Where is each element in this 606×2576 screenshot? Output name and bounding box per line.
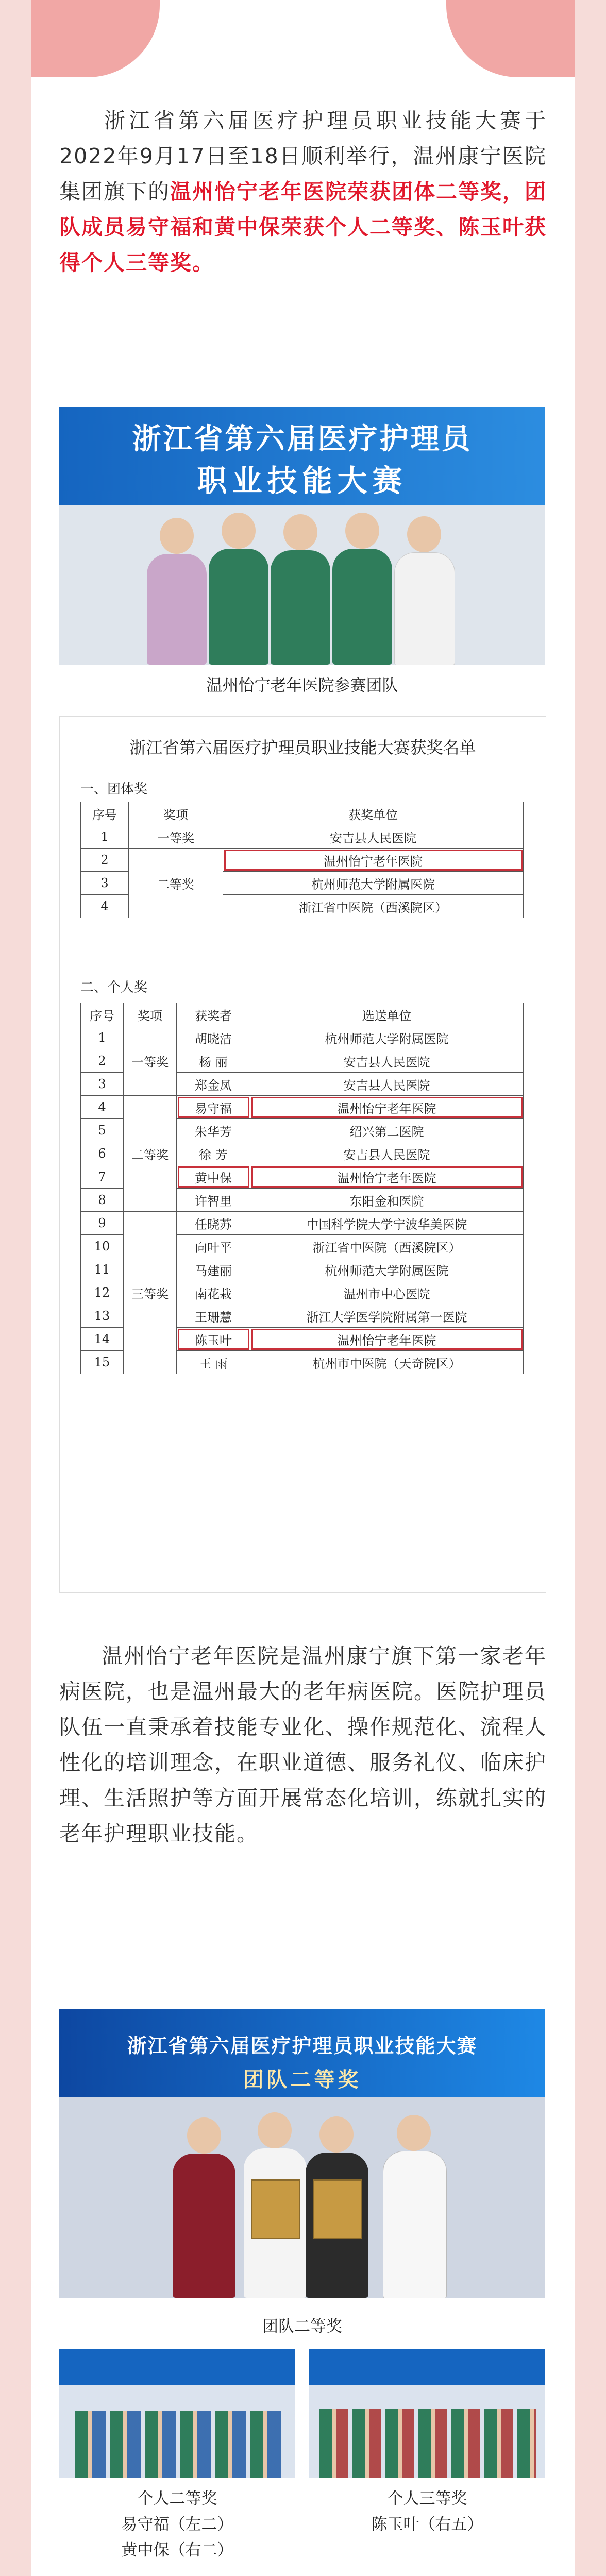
winner-name: 马建丽 xyxy=(177,1258,250,1281)
row-number: 1 xyxy=(81,1026,124,1049)
individual-award-table xyxy=(80,1003,524,1374)
unit-cell: 浙江省中医院（西溪院区） xyxy=(223,895,524,918)
unit-cell: 浙江省中医院（西溪院区） xyxy=(250,1235,524,1258)
row-number: 12 xyxy=(81,1281,124,1304)
row-number: 8 xyxy=(81,1189,124,1212)
winner-name-highlighted: 易守福 xyxy=(177,1096,250,1119)
row-number: 6 xyxy=(81,1142,124,1165)
individual-third-photo xyxy=(309,2349,545,2478)
row-number: 3 xyxy=(81,872,129,895)
award-cell: 三等奖 xyxy=(124,1212,177,1374)
person xyxy=(271,550,330,665)
table-row xyxy=(81,825,524,849)
unit-cell: 中国科学院大学宁波华美医院 xyxy=(250,1212,524,1235)
caption-line: 易守福（左二） xyxy=(121,2515,233,2534)
person-head xyxy=(222,513,256,549)
award-cell: 二等奖 xyxy=(129,849,223,918)
ceremony-banner-subtitle: 团队二等奖 xyxy=(243,2068,362,2092)
unit-cell: 安吉县人民医院 xyxy=(250,1142,524,1165)
column-header: 获奖单位 xyxy=(223,802,524,825)
row-number: 4 xyxy=(81,895,129,918)
award-cell: 一等奖 xyxy=(124,1026,177,1096)
table-row xyxy=(81,849,524,872)
column-header: 获奖者 xyxy=(177,1003,250,1026)
winner-name: 徐 芳 xyxy=(177,1142,250,1165)
person xyxy=(332,549,392,665)
row-number: 2 xyxy=(81,849,129,872)
caption-line: 陈玉叶（右五） xyxy=(371,2515,483,2534)
person xyxy=(173,2154,235,2298)
unit-cell: 安吉县人民医院 xyxy=(223,825,524,849)
ceremony-photo xyxy=(59,2009,545,2298)
winner-name: 向叶平 xyxy=(177,1235,250,1258)
row-number: 7 xyxy=(81,1165,124,1189)
unit-cell-highlighted: 温州怡宁老年医院 xyxy=(250,1328,524,1351)
row-number: 4 xyxy=(81,1096,124,1119)
unit-cell-highlighted: 温州怡宁老年医院 xyxy=(250,1096,524,1119)
row-number: 2 xyxy=(81,1049,124,1073)
individual-second-caption xyxy=(59,2486,295,2563)
winner-name: 杨 丽 xyxy=(177,1049,250,1073)
intro-text: 浙江省第六届医疗护理员职业技能大赛于2022年9月17日至18日顺利举行，温州康宁医院集团旗下的 xyxy=(59,108,547,204)
person-head xyxy=(319,2116,354,2153)
unit-cell: 杭州市中医院（天奇院区） xyxy=(250,1351,524,1374)
person xyxy=(209,549,268,665)
hospital-intro-text: 温州怡宁老年医院是温州康宁旗下第一家老年病医院，也是温州最大的老年病医院。医院护理员队伍一直秉承着技能专业化、操作规范化、流程人性化的培训理念，在职业道德、服务礼仪、临床护理、生活照护等方面开展常态化培训，练就扎实的老年护理职业技能。 xyxy=(59,1643,547,1846)
team-award-table xyxy=(80,802,524,918)
certificate xyxy=(313,2179,362,2239)
unit-cell: 安吉县人民医院 xyxy=(250,1049,524,1073)
column-header: 选送单位 xyxy=(250,1003,524,1026)
winner-name: 王 雨 xyxy=(177,1351,250,1374)
winner-name: 王珊慧 xyxy=(177,1304,250,1328)
winner-name: 郑金凤 xyxy=(177,1073,250,1096)
award-list-title: 浙江省第六届医疗护理员职业技能大赛获奖名单 xyxy=(129,738,476,757)
column-header: 序号 xyxy=(81,802,129,825)
photo-banner xyxy=(309,2349,545,2385)
winner-name: 许智里 xyxy=(177,1189,250,1212)
table-header-row xyxy=(81,802,524,825)
row-number: 15 xyxy=(81,1351,124,1374)
unit-cell-highlighted: 温州怡宁老年医院 xyxy=(250,1165,524,1189)
row-number: 5 xyxy=(81,1119,124,1142)
row-number: 11 xyxy=(81,1258,124,1281)
row-number: 14 xyxy=(81,1328,124,1351)
unit-cell: 杭州师范大学附属医院 xyxy=(250,1258,524,1281)
award-list-document xyxy=(59,716,546,1593)
unit-cell: 绍兴第二医院 xyxy=(250,1119,524,1142)
winner-name-highlighted: 黄中保 xyxy=(177,1165,250,1189)
photo-banner xyxy=(59,2349,295,2385)
award-cell: 二等奖 xyxy=(124,1096,177,1212)
team-award-heading: 一、团体奖 xyxy=(80,782,148,797)
person-head xyxy=(187,2117,221,2154)
row-number: 13 xyxy=(81,1304,124,1328)
winner-name: 南花栽 xyxy=(177,1281,250,1304)
ceremony-banner-title: 浙江省第六届医疗护理员职业技能大赛 xyxy=(127,2035,478,2057)
winners-group xyxy=(319,2409,536,2478)
individual-award-heading: 二、个人奖 xyxy=(80,980,148,995)
person xyxy=(147,554,207,665)
unit-cell: 杭州师范大学附属医院 xyxy=(223,872,524,895)
table-row xyxy=(81,1096,524,1119)
team-photo-caption: 温州怡宁老年医院参赛团队 xyxy=(206,676,398,695)
column-header: 序号 xyxy=(81,1003,124,1026)
person xyxy=(394,552,455,665)
unit-cell: 温州市中心医院 xyxy=(250,1281,524,1304)
unit-cell: 杭州师范大学附属医院 xyxy=(250,1026,524,1049)
intro-highlight: 温州怡宁老年医院荣获团体二等奖，团队成员易守福和黄中保荣获个人二等奖、陈玉叶获得个人三等奖。 xyxy=(59,179,547,275)
column-header: 奖项 xyxy=(124,1003,177,1026)
person-head xyxy=(345,513,379,549)
unit-cell: 浙江大学医学院附属第一医院 xyxy=(250,1304,524,1328)
person-head xyxy=(160,518,194,554)
caption-line: 个人三等奖 xyxy=(387,2489,467,2508)
intro-paragraph xyxy=(59,103,547,392)
winner-name-highlighted: 陈玉叶 xyxy=(177,1328,250,1351)
row-number: 3 xyxy=(81,1073,124,1096)
row-number: 10 xyxy=(81,1235,124,1258)
table-row xyxy=(81,1212,524,1235)
individual-third-caption xyxy=(309,2486,545,2537)
award-cell: 一等奖 xyxy=(129,825,223,849)
banner-title: 浙江省第六届医疗护理员 xyxy=(132,422,473,456)
row-number: 9 xyxy=(81,1212,124,1235)
column-header: 奖项 xyxy=(129,802,223,825)
winner-name: 朱华芳 xyxy=(177,1119,250,1142)
caption-line: 个人二等奖 xyxy=(137,2489,217,2508)
table-header-row xyxy=(81,1003,524,1026)
person-head xyxy=(407,516,441,552)
person-head xyxy=(397,2115,431,2151)
winner-name: 胡晓洁 xyxy=(177,1026,250,1049)
unit-cell: 安吉县人民医院 xyxy=(250,1073,524,1096)
winner-name: 任晓苏 xyxy=(177,1212,250,1235)
person xyxy=(383,2151,447,2298)
team-photo xyxy=(59,407,545,665)
individual-second-photo xyxy=(59,2349,295,2478)
ceremony-photo-caption: 团队二等奖 xyxy=(262,2317,342,2336)
banner-subtitle: 职业技能大赛 xyxy=(197,463,408,498)
person-head xyxy=(258,2112,292,2148)
person-head xyxy=(283,514,317,550)
row-number: 1 xyxy=(81,825,129,849)
unit-cell-highlighted: 温州怡宁老年医院 xyxy=(223,849,524,872)
winners-group xyxy=(75,2411,281,2478)
certificate xyxy=(251,2179,300,2239)
caption-line: 黄中保（右二） xyxy=(121,2541,233,2560)
hospital-intro-paragraph xyxy=(59,1638,547,2040)
unit-cell: 东阳金和医院 xyxy=(250,1189,524,1212)
table-row xyxy=(81,1026,524,1049)
